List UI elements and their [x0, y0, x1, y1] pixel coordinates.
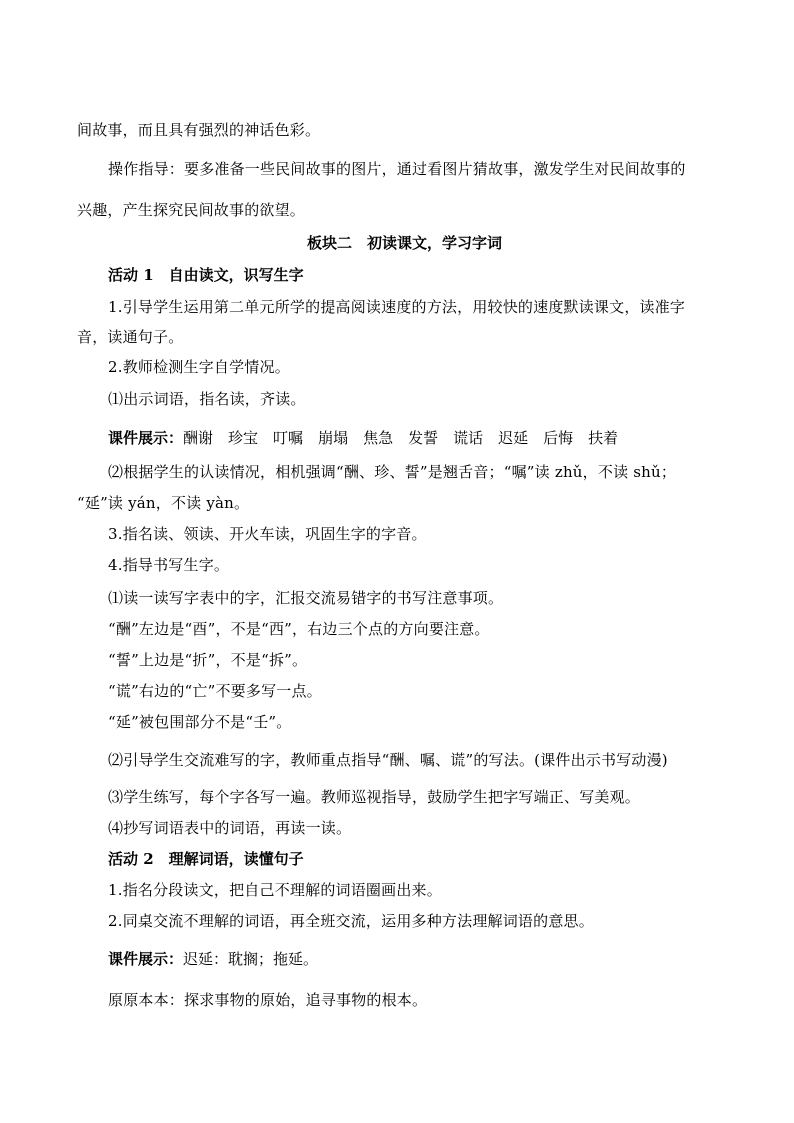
word-definition: 原原本本：探求事物的原始，追寻事物的根本。 [108, 991, 428, 1009]
activity-1-step-2-2-line-1: ⑵根据学生的认读情况，相机强调“酬、珍、誓”是翘舌音；“嘱”读 zhǔ，不读 shǔ； [108, 463, 677, 481]
activity-1-step-4: 4.指导书写生字。 [108, 556, 230, 574]
courseware-word: 迟延 [498, 429, 529, 447]
paragraph-intro-continuation: 间故事，而且具有强烈的神话色彩。 [77, 121, 321, 139]
courseware-word: 谎话 [453, 429, 484, 447]
activity-1-step-3: 3.指名读、领读、开火车读，巩固生字的字音。 [108, 525, 427, 543]
courseware-word: 后悔 [543, 429, 574, 447]
activity-1-step-4-1: ⑴读一读写字表中的字，汇报交流易错字的书写注意事项。 [108, 589, 504, 607]
activity-1-step-1-line-1: 1.引导学生运用第二单元所学的提高阅读速度的方法，用较快的速度默读课文，读准字 [108, 298, 686, 316]
writing-note-3: “谎”右边的“亡”不要多写一点。 [108, 682, 322, 700]
courseware-word: 叮嘱 [273, 429, 304, 447]
activity-1-step-4-4: ⑷抄写词语表中的词语，再读一读。 [108, 819, 352, 837]
activity-2-step-1: 1.指名分段读文，把自己不理解的词语圈画出来。 [108, 881, 442, 899]
courseware-label: 课件展示： [108, 429, 184, 447]
section-title: 板块二 初读课文，学习字词 [307, 234, 503, 252]
activity-2-title: 活动 2 理解词语，读懂句子 [108, 850, 304, 868]
activity-1-step-2-2-line-2: “延”读 yán，不读 yàn。 [77, 494, 250, 512]
courseware-word: 崩塌 [318, 429, 349, 447]
paragraph-operation-guide-line-1: 操作指导：要多准备一些民间故事的图片，通过看图片猜故事，激发学生对民间故事的 [108, 160, 686, 178]
activity-1-step-2: 2.教师检测生字自学情况。 [108, 358, 290, 376]
courseware-word: 焦急 [363, 429, 394, 447]
activity-2-step-2: 2.同桌交流不理解的词语，再全班交流，运用多种方法理解词语的意思。 [108, 912, 594, 930]
courseware-word-list [108, 429, 633, 447]
activity-1-step-1-line-2: 音，读通句子。 [77, 328, 184, 346]
activity-1-title: 活动 1 自由读文，识写生字 [108, 266, 304, 284]
courseware-word: 发誓 [408, 429, 439, 447]
courseware-word: 珍宝 [228, 429, 259, 447]
writing-note-4: “延”被包围部分不是“壬”。 [108, 713, 292, 731]
paragraph-operation-guide-line-2: 兴趣，产生探究民间故事的欲望。 [77, 201, 306, 219]
courseware-definition-text: 迟延：耽搁；拖延。 [183, 950, 319, 968]
activity-1-step-4-3: ⑶学生练写，每个字各写一遍。教师巡视指导，鼓励学生把字写端正、写美观。 [108, 788, 641, 806]
courseware-word: 酬谢 [183, 429, 214, 447]
courseware-word: 扶着 [588, 429, 619, 447]
writing-note-1: “酬”左边是“酉”，不是“西”，右边三个点的方向要注意。 [108, 620, 490, 638]
activity-1-step-2-1: ⑴出示词语，指名读，齐读。 [108, 390, 306, 408]
courseware-definition [108, 950, 318, 968]
writing-note-2: “誓”上边是“折”，不是“拆”。 [108, 651, 308, 669]
courseware-label: 课件展示： [108, 950, 184, 968]
activity-1-step-4-2: ⑵引导学生交流难写的字，教师重点指导“酬、嘱、谎”的写法。(课件出示书写动漫) [108, 751, 668, 769]
